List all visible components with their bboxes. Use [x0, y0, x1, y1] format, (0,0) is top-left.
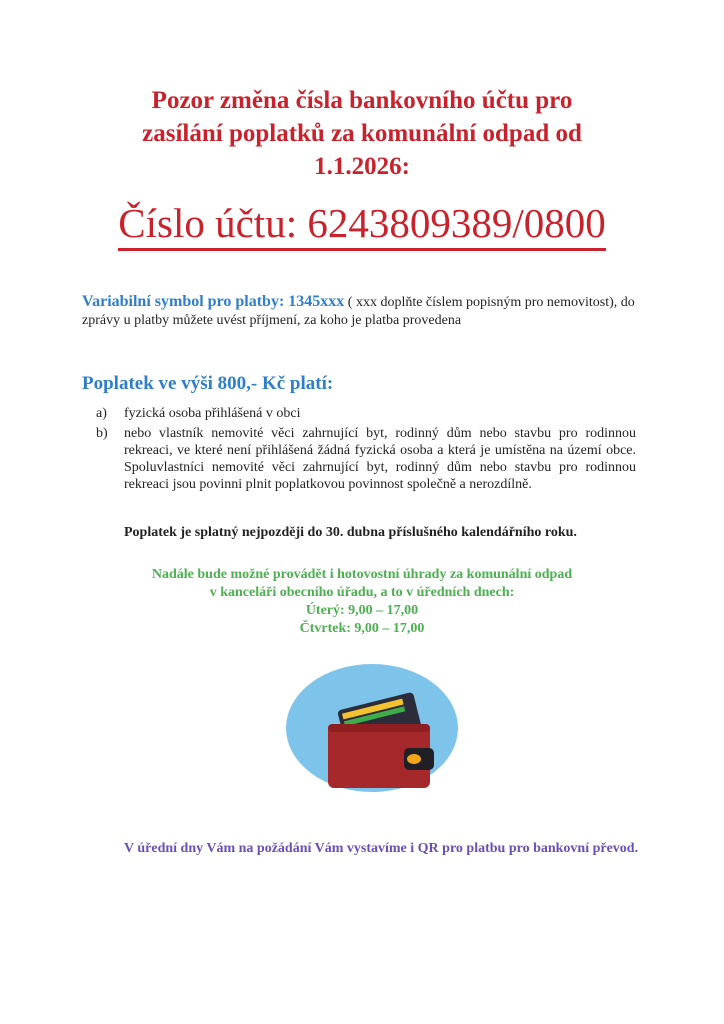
- account-number-text: Číslo účtu: 6243809389/0800: [118, 200, 605, 251]
- qr-payment-note: V úřední dny Vám na požádání Vám vystavíme i QR pro platbu pro bankovní převod.: [124, 841, 639, 856]
- account-number: [60, 200, 664, 251]
- title-line-1: Pozor změna čísla bankovního účtu pro: [151, 87, 573, 114]
- variable-symbol-text: ( xxx doplňte číslem popisným pro nemovitost), do zprávy u platby můžete uvést příjmení, za koho je platba provedena: [82, 295, 635, 328]
- office-hours-thursday: Čtvrtek: 9,00 – 17,00: [299, 621, 425, 636]
- wallet-icon: [284, 662, 460, 794]
- fee-heading: Poplatek ve výši 800,- Kč platí:: [82, 373, 334, 394]
- cash-info-line-1: Nadále bude možné provádět i hotovostní úhrady za komunální odpad: [151, 567, 573, 582]
- list-item: [96, 425, 636, 493]
- payment-deadline: Poplatek je splatný nejpozději do 30. dubna příslušného kalendářního roku.: [124, 525, 577, 540]
- title-line-2: zasílání poplatků za komunální odpad od: [142, 120, 582, 147]
- payer-list: [96, 405, 636, 496]
- office-hours-tuesday: Úterý: 9,00 – 17,00: [305, 603, 419, 618]
- variable-symbol-lead: Variabilní symbol pro platby: 1345xxx: [82, 293, 345, 310]
- page-title: [60, 84, 664, 183]
- list-item-text: nebo vlastník nemovité věci zahrnující byt, rodinný dům nebo stavbu pro rodinnou rekreaci, ve které není přihlášená žádná fyzická osoba a která je umístěna na území obce. Spoluvlastníci nemovité věci zahrnující byt, rodinný dům nebo stavbu pro rodinnou rekreaci jsou povinni plnit poplatkovou povinnost společně a nerozdílně.: [124, 426, 636, 492]
- list-item: [96, 405, 636, 422]
- title-line-3: 1.1.2026:: [314, 153, 410, 180]
- list-item-marker: a): [96, 406, 107, 421]
- variable-symbol-paragraph: [82, 293, 648, 330]
- list-item-text: fyzická osoba přihlášená v obci: [124, 406, 301, 421]
- list-item-marker: b): [96, 426, 108, 441]
- cash-info-line-2: v kanceláři obecního úřadu, a to v úředních dnech:: [209, 585, 515, 600]
- cash-payment-info: [82, 566, 642, 638]
